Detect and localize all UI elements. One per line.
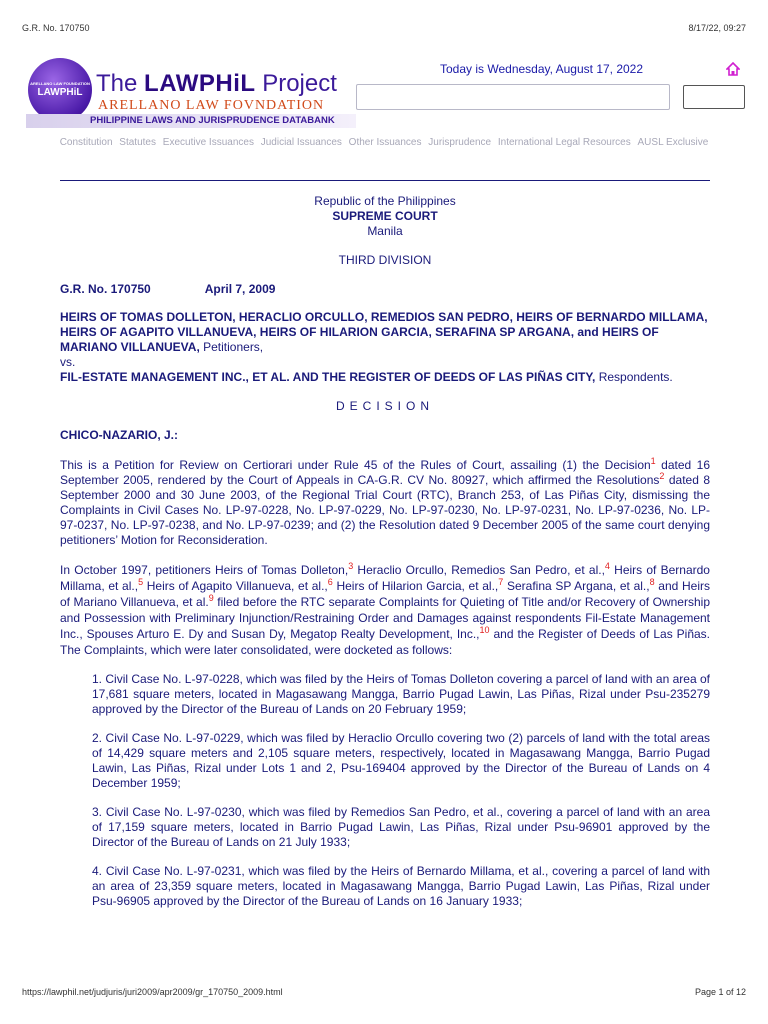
p2-text-e: Heirs of Hilarion Garcia, et al.,	[332, 579, 499, 593]
respondents-block	[60, 370, 710, 385]
nav-constitution[interactable]: Constitution	[59, 137, 113, 148]
page-url: https://lawphil.net/judjuris/juri2009/apr2009/gr_170750_2009.html	[22, 987, 283, 997]
nav-ausl-exclusive[interactable]: AUSL Exclusive	[637, 137, 709, 148]
site-band	[26, 114, 356, 128]
footnote-10-link[interactable]: 10	[479, 625, 490, 635]
site-title-suffix: Project	[255, 70, 337, 97]
court-name: SUPREME COURT	[332, 209, 438, 223]
case-line	[60, 282, 710, 297]
print-title: G.R. No. 170750	[22, 23, 90, 33]
list-item: 3. Civil Case No. L-97-0230, which was filed by Remedios San Pedro, et al., covering a parcel of land with an area of 17,159 square meters, located in Barrio Pugad Lawin, Las Piñas, Rizal under Psu-96901 approved by the Director of the Bureau of Lands on 21 July 1933;	[92, 805, 710, 849]
p2-text-g: and Heirs of Mariano Villanueva, et al.	[60, 579, 710, 609]
logo-top-text: ARELLANO LAW FOUNDATION	[30, 81, 90, 87]
site-subtitle: ARELLANO LAW FOVNDATION	[98, 98, 325, 113]
nav-other-issuances[interactable]: Other Issuances	[348, 137, 422, 148]
list-item: 2. Civil Case No. L-97-0229, which was filed by Heraclio Orcullo covering two (2) parcels of land with the total areas of 14,429 square meters and 2,105 square meters, respectively, located in Magasawang Mangga, Barrio Pugad Lawin, Las Piñas, Rizal under Lots 1 and 2, Psu-169404 approved by the Director of the Bureau of Lands on 4 December 1959;	[92, 731, 710, 790]
print-footer	[22, 987, 746, 997]
logo-main-text: LAWPHiL	[37, 86, 83, 98]
site-title	[96, 70, 337, 98]
p2-text-c: Heirs of Bernardo Millama, et al.,	[60, 563, 710, 593]
lawphil-logo-icon	[28, 58, 92, 122]
footnote-9-link[interactable]: 9	[208, 593, 214, 603]
home-icon[interactable]	[726, 62, 740, 76]
p2-text-d: Heirs of Agapito Villanueva, et al.,	[143, 579, 328, 593]
petitioners-block	[60, 310, 710, 355]
versus: vs.	[60, 355, 76, 369]
footnote-2-link[interactable]: 2	[659, 471, 665, 481]
ponente: CHICO-NAZARIO, J.:	[60, 428, 178, 442]
search-button[interactable]	[683, 85, 745, 109]
header-divider	[60, 180, 710, 181]
footnote-5-link[interactable]: 5	[138, 577, 144, 587]
decision-heading: DECISION	[335, 399, 434, 413]
nav-executive-issuances[interactable]: Executive Issuances	[162, 137, 254, 148]
site-title-brand: LAWPHiL	[144, 70, 256, 97]
site-masthead[interactable]	[26, 56, 356, 136]
footnote-7-link[interactable]: 7	[498, 577, 504, 587]
site-band-text: PHILIPPINE LAWS AND JURISPRUDENCE DATABANK	[90, 115, 335, 126]
list-item: 4. Civil Case No. L-97-0231, which was filed by the Heirs of Bernardo Millama, et al., covering a parcel of land with an area of 23,359 square meters, located in Magasawang Mangga, Barrio Pugad Lawin, Las Piñas, Rizal under Psu-96905 approved by the Director of the Bureau of Lands on 16 January 1933;	[92, 864, 710, 908]
list-item: 1. Civil Case No. L-97-0228, which was filed by the Heirs of Tomas Dolleton covering a parcel of land with an area of 17,681 square meters, located in Magasawang Mangga, Barrio Pugad Lawin, Las Piñas, Rizal under Psu-235279 approved by the Director of the Bureau of Lands on 20 February 1959;	[92, 672, 710, 716]
petitioners-names: HEIRS OF TOMAS DOLLETON, HERACLIO ORCULLO, REMEDIOS SAN PEDRO, HEIRS OF BERNARDO MILLAMA, HEIRS OF AGAPITO VILLANUEVA, HEIRS OF HILARION GARCIA, SERAFINA SP ARGANA, and HEIRS OF MARIANO VILLANUEVA,	[60, 310, 708, 354]
respondents-names: FIL-ESTATE MANAGEMENT INC., ET AL. AND THE REGISTER OF DEEDS OF LAS PIÑAS CITY,	[60, 370, 596, 384]
division-name: THIRD DIVISION	[338, 253, 432, 267]
case-number: G.R. No. 170750	[60, 282, 151, 296]
page-number: Page 1 of 12	[694, 987, 746, 997]
respondents-label: Respondents.	[595, 370, 673, 384]
p2-text-f: Serafina SP Argana, et al.,	[503, 579, 650, 593]
nav-international-legal-resources[interactable]: International Legal Resources	[497, 137, 631, 148]
footnote-3-link[interactable]: 3	[348, 561, 354, 571]
main-nav	[0, 137, 768, 148]
print-timestamp: 8/17/22, 09:27	[688, 23, 746, 33]
paragraph-1	[60, 458, 710, 548]
footnote-1-link[interactable]: 1	[650, 456, 656, 466]
p2-text-i: and the Register of Deeds of Las Piñas. The Complaints, which were later consolidated, were docketed as follows:	[60, 627, 711, 657]
p2-text-b: Heraclio Orcullo, Remedios San Pedro, et al.,	[353, 563, 605, 577]
p2-text-h: filed before the RTC separate Complaints for Quieting of Title and/or Recovery of Ownership and Possession with Preliminary Injunction/Restraining Order and Damages against respondents Fil-Estate Management Inc., Spouses Arturo E. Dy and Susan Dy, Megatop Realty Development, Inc.,	[60, 595, 710, 641]
nav-jurisprudence[interactable]: Jurisprudence	[428, 137, 492, 148]
court-city: Manila	[367, 224, 403, 238]
today-date: Today is Wednesday, August 17, 2022	[440, 62, 644, 76]
republic-line: Republic of the Philippines	[314, 194, 456, 208]
site-title-prefix: The	[96, 70, 145, 97]
p2-text-a: In October 1997, petitioners Heirs of Tomas Dolleton,	[60, 563, 349, 577]
case-date: April 7, 2009	[204, 282, 276, 296]
print-header	[22, 23, 746, 33]
footnote-4-link[interactable]: 4	[604, 561, 610, 571]
p1-text-b: dated 16 September 2005, rendered by the Court of Appeals in CA-G.R. CV No. 80927, which affirmed the Resolutions	[60, 458, 710, 487]
footnote-6-link[interactable]: 6	[327, 577, 333, 587]
nav-judicial-issuances[interactable]: Judicial Issuances	[260, 137, 342, 148]
p1-text-a: This is a Petition for Review on Certiorari under Rule 45 of the Rules of Court, assailing (1) the Decision	[60, 458, 651, 472]
decision-content	[60, 194, 710, 909]
footnote-8-link[interactable]: 8	[649, 577, 655, 587]
paragraph-2	[60, 562, 710, 658]
nav-statutes[interactable]: Statutes	[119, 137, 156, 148]
search-input[interactable]	[356, 84, 670, 110]
petitioners-label: Petitioners,	[199, 340, 264, 354]
p1-text-c: dated 8 September 2000 and 30 June 2003, of the Regional Trial Court (RTC), Branch 253, of Las Piñas City, dismissing the Complaints in Civil Cases No. LP-97-0228, No. LP-97-0229, No. LP-97-0230, No. LP-97-0231, No. LP-97-0236, No. LP-97-0237, No. LP-97-0238, and No. LP-97-0239; and (2) the Resolution dated 9 December 2005 of the same court denying petitioners’ Motion for Reconsideration.	[60, 473, 711, 547]
